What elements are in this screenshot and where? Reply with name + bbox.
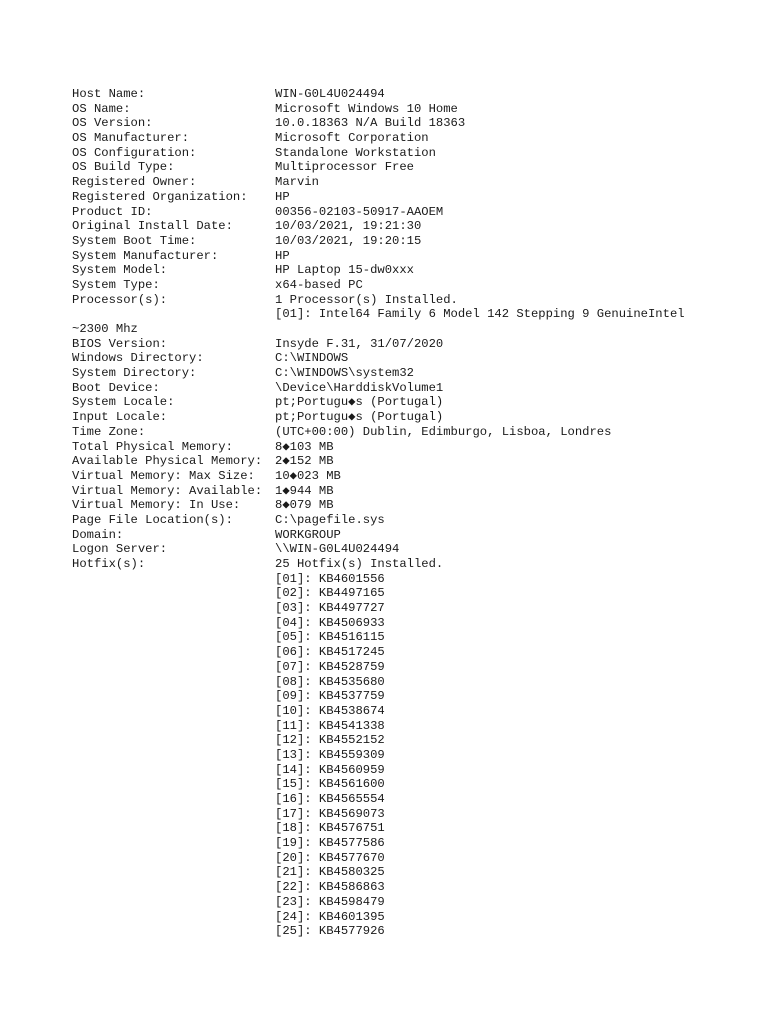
- hotfix-id: [08]: KB4535680: [275, 674, 385, 689]
- field-label: Virtual Memory: Available:: [72, 483, 263, 498]
- hotfix-item: [72, 704, 685, 719]
- field-label: Original Install Date:: [72, 219, 233, 234]
- field-row: [72, 146, 685, 161]
- field-label: OS Name:: [72, 101, 131, 116]
- hotfix-id: [13]: KB4559309: [275, 747, 385, 762]
- hotfix-item: [72, 719, 685, 734]
- hotfix-id: [15]: KB4561600: [275, 777, 385, 792]
- hotfix-id: [23]: KB4598479: [275, 894, 385, 909]
- hotfix-id: [10]: KB4538674: [275, 703, 385, 718]
- hotfix-item: [72, 616, 685, 631]
- hotfix-id: [25]: KB4577926: [275, 924, 385, 939]
- field-value: \\WIN-G0L4U024494: [275, 542, 400, 557]
- field-value: C:\WINDOWS: [275, 351, 349, 366]
- field-row: [72, 528, 685, 543]
- field-row: [72, 469, 685, 484]
- hotfix-id: [21]: KB4580325: [275, 865, 385, 880]
- field-label: Total Physical Memory:: [72, 439, 233, 454]
- field-value: C:\pagefile.sys: [275, 512, 385, 527]
- field-row: [72, 190, 685, 205]
- hotfix-item: [72, 792, 685, 807]
- hotfix-id: [18]: KB4576751: [275, 821, 385, 836]
- hotfix-list: [72, 572, 685, 939]
- hotfix-id: [22]: KB4586863: [275, 880, 385, 895]
- field-value: C:\WINDOWS\system32: [275, 366, 414, 381]
- hotfix-id: [01]: KB4601556: [275, 571, 385, 586]
- field-value: 8◆103 MB: [275, 439, 334, 454]
- hotfix-item: [72, 689, 685, 704]
- field-value: 8◆079 MB: [275, 498, 334, 513]
- field-row: [72, 219, 685, 234]
- field-row: [72, 249, 685, 264]
- hotfix-id: [16]: KB4565554: [275, 792, 385, 806]
- field-row: [72, 263, 685, 278]
- field-value: 10◆023 MB: [275, 468, 341, 483]
- field-label: System Manufacturer:: [72, 248, 219, 263]
- hotfix-item: [72, 763, 685, 778]
- processor-detail-row: [72, 307, 685, 322]
- hotfix-item: [72, 910, 685, 925]
- hotfix-item: [72, 645, 685, 660]
- field-row: [72, 205, 685, 220]
- field-row: [72, 484, 685, 499]
- hotfix-id: [05]: KB4516115: [275, 630, 385, 645]
- field-row: [72, 381, 685, 396]
- field-value: 10.0.18363 N/A Build 18363: [275, 116, 466, 131]
- field-value: 10/03/2021, 19:21:30: [275, 219, 422, 234]
- hotfix-id: [19]: KB4577586: [275, 836, 385, 851]
- hotfix-item: [72, 807, 685, 822]
- field-label: OS Configuration:: [72, 145, 197, 160]
- hotfix-id: [07]: KB4528759: [275, 659, 385, 674]
- hotfix-id: [02]: KB4497165: [275, 586, 385, 601]
- field-row: [72, 542, 685, 557]
- field-label: Windows Directory:: [72, 351, 204, 366]
- field-label: Processor(s):: [72, 292, 168, 307]
- hotfix-id: [06]: KB4517245: [275, 645, 385, 660]
- field-row: [72, 87, 685, 102]
- field-row: [72, 160, 685, 175]
- system-fields: [72, 87, 685, 307]
- field-label: System Model:: [72, 263, 168, 278]
- field-label: Registered Organization:: [72, 189, 248, 204]
- field-value: Insyde F.31, 31/07/2020: [275, 336, 444, 351]
- field-value: Microsoft Corporation: [275, 131, 429, 146]
- field-value: \Device\HarddiskVolume1: [275, 380, 444, 395]
- field-value: 1◆944 MB: [275, 483, 334, 498]
- field-label: System Type:: [72, 277, 160, 292]
- field-value: HP Laptop 15-dw0xxx: [275, 263, 414, 278]
- field-value: Microsoft Windows 10 Home: [275, 101, 458, 116]
- field-value: WORKGROUP: [275, 527, 341, 542]
- hotfix-id: [14]: KB4560959: [275, 762, 385, 777]
- field-row: [72, 351, 685, 366]
- hotfix-id: [11]: KB4541338: [275, 718, 385, 733]
- field-value: pt;Portugu◆s (Portugal): [275, 395, 444, 410]
- processor-speed: ~2300 Mhz: [72, 322, 138, 336]
- field-label: Time Zone:: [72, 424, 146, 439]
- field-row: [72, 366, 685, 381]
- field-value: Standalone Workstation: [275, 145, 436, 160]
- hotfix-item: [72, 675, 685, 690]
- field-row: [72, 440, 685, 455]
- field-label: Virtual Memory: Max Size:: [72, 468, 255, 483]
- field-label: Virtual Memory: In Use:: [72, 498, 241, 513]
- field-label: Product ID:: [72, 204, 153, 219]
- field-row: [72, 454, 685, 469]
- processor-speed-row: [72, 322, 685, 337]
- field-label: Host Name:: [72, 87, 146, 101]
- field-value: 25 Hotfix(s) Installed.: [275, 557, 444, 571]
- hotfix-item: [72, 748, 685, 763]
- field-label: OS Version:: [72, 116, 153, 131]
- field-label: Page File Location(s):: [72, 512, 233, 527]
- field-value: 10/03/2021, 19:20:15: [275, 233, 422, 248]
- systeminfo-document: [72, 87, 685, 939]
- hotfix-id: [17]: KB4569073: [275, 806, 385, 821]
- field-value: WIN-G0L4U024494: [275, 87, 385, 101]
- hotfix-id: [09]: KB4537759: [275, 689, 385, 704]
- field-row: [72, 175, 685, 190]
- field-row: [72, 337, 685, 352]
- field-value: x64-based PC: [275, 277, 363, 292]
- hotfix-item: [72, 586, 685, 601]
- field-value: 1 Processor(s) Installed.: [275, 292, 458, 307]
- field-value: HP: [275, 248, 290, 263]
- field-label: Input Locale:: [72, 410, 168, 425]
- field-label: System Locale:: [72, 395, 175, 410]
- hotfix-id: [24]: KB4601395: [275, 909, 385, 924]
- hotfix-item: [72, 895, 685, 910]
- field-label: Registered Owner:: [72, 175, 197, 190]
- hotfix-item: [72, 572, 685, 587]
- field-label: BIOS Version:: [72, 336, 168, 351]
- field-row: [72, 116, 685, 131]
- processor-detail: [01]: Intel64 Family 6 Model 142 Stepping 9 GenuineIntel: [275, 307, 685, 322]
- field-row: [72, 513, 685, 528]
- hotfix-item: [72, 821, 685, 836]
- field-row: [72, 293, 685, 308]
- field-row: [72, 131, 685, 146]
- hotfix-item: [72, 601, 685, 616]
- field-value: Multiprocessor Free: [275, 160, 414, 175]
- hotfix-item: [72, 924, 685, 939]
- field-value: pt;Portugu◆s (Portugal): [275, 410, 444, 425]
- hotfix-id: [03]: KB4497727: [275, 601, 385, 616]
- field-value: 00356-02103-50917-AAOEM: [275, 204, 444, 219]
- field-label: OS Build Type:: [72, 160, 175, 175]
- field-value: 2◆152 MB: [275, 454, 334, 469]
- hotfix-item: [72, 836, 685, 851]
- field-value: HP: [275, 189, 290, 204]
- hotfix-item: [72, 660, 685, 675]
- field-label: System Directory:: [72, 366, 197, 381]
- hotfix-item: [72, 777, 685, 792]
- field-row: [72, 102, 685, 117]
- field-row: [72, 498, 685, 513]
- field-row: [72, 410, 685, 425]
- field-label: Available Physical Memory:: [72, 454, 263, 469]
- field-row: [72, 395, 685, 410]
- field-row: [72, 234, 685, 249]
- hotfix-item: [72, 865, 685, 880]
- field-label: Hotfix(s):: [72, 557, 146, 571]
- hotfix-item: [72, 733, 685, 748]
- hotfix-item: [72, 630, 685, 645]
- field-row: [72, 557, 685, 572]
- hotfix-id: [04]: KB4506933: [275, 615, 385, 630]
- hotfix-id: [12]: KB4552152: [275, 733, 385, 748]
- system-fields-continued: [72, 337, 685, 572]
- hotfix-item: [72, 851, 685, 866]
- field-label: System Boot Time:: [72, 233, 197, 248]
- field-row: [72, 278, 685, 293]
- field-label: OS Manufacturer:: [72, 131, 190, 146]
- field-value: Marvin: [275, 175, 319, 190]
- field-label: Boot Device:: [72, 380, 160, 395]
- hotfix-id: [20]: KB4577670: [275, 850, 385, 865]
- field-value: (UTC+00:00) Dublin, Edimburgo, Lisboa, Londres: [275, 424, 612, 439]
- field-label: Domain:: [72, 527, 124, 542]
- field-row: [72, 425, 685, 440]
- hotfix-item: [72, 880, 685, 895]
- field-label: Logon Server:: [72, 542, 168, 557]
